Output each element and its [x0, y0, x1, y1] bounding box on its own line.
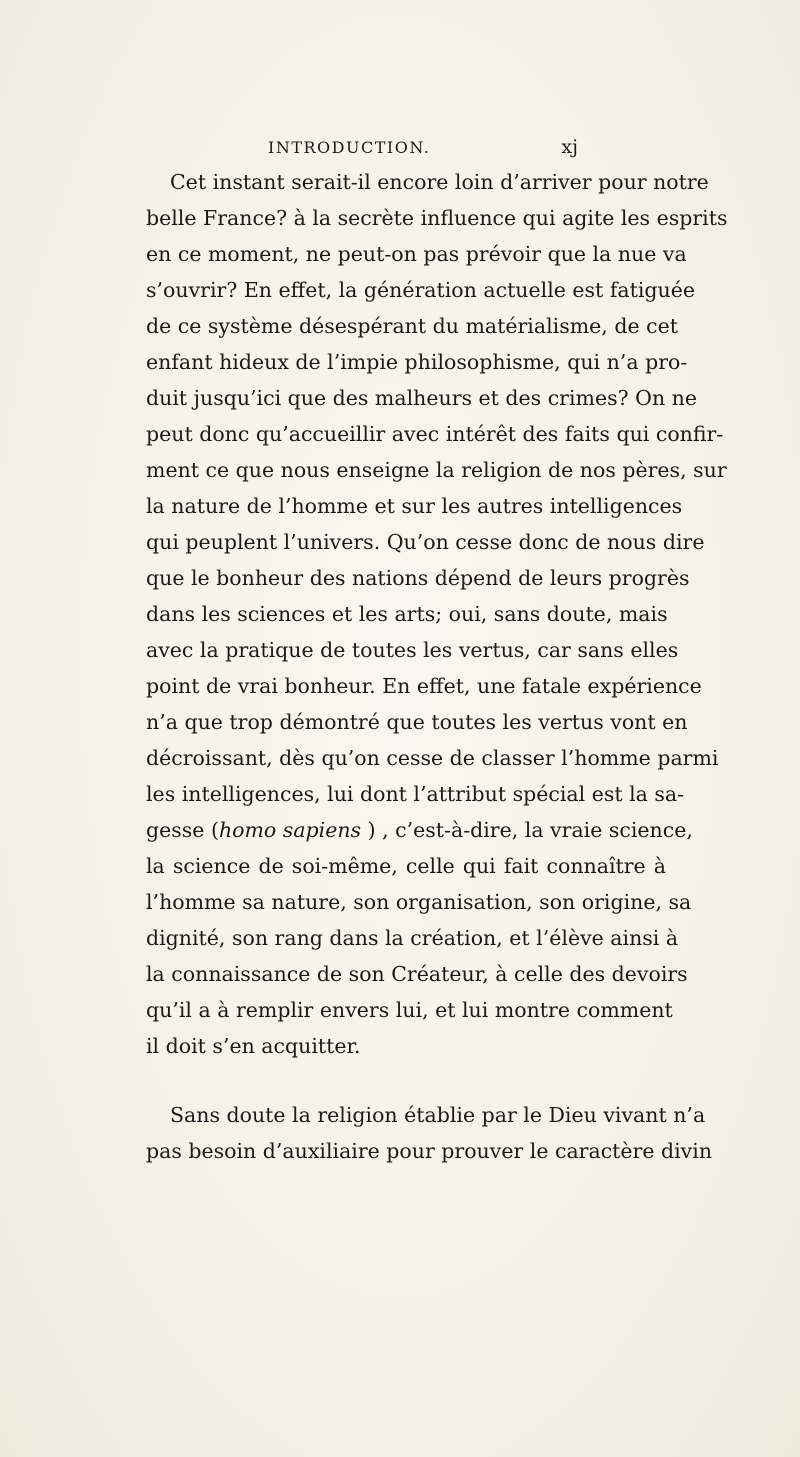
text-line: pas besoin d’auxiliaire pour prouver le caractère divin [146, 1139, 713, 1163]
text-line: qui peuplent l’univers. Qu’on cesse donc de nous dire [146, 530, 705, 554]
text-line: que le bonheur des nations dépend de leurs progrès [146, 566, 690, 590]
text-line: dans les sciences et les arts; oui, sans doute, mais [146, 602, 668, 626]
text-line: dignité, son rang dans la création, et l’élève ainsi à [146, 926, 679, 950]
text-line: décroissant, dès qu’on cesse de classer l’homme parmi [146, 746, 719, 770]
text-line-with-italic [146, 812, 693, 848]
text-line: la science de soi-même, celle qui fait connaître à [146, 854, 666, 878]
text-line: peut donc qu’accueillir avec intérêt des faits qui confir- [146, 422, 724, 446]
text-line: duit jusqu’ici que des malheurs et des crimes? On ne [146, 386, 697, 410]
text-line: l’homme sa nature, son organisation, son origine, sa [146, 890, 692, 914]
text-fragment: gesse ( [146, 818, 219, 842]
text-fragment: ) , c’est-à-dire, la vraie science, [367, 818, 693, 842]
body-text [146, 164, 728, 1169]
text-line: enfant hideux de l’impie philosophisme, qui n’a pro- [146, 350, 688, 374]
text-line: la nature de l’homme et sur les autres intelligences [146, 494, 683, 518]
running-head [268, 138, 578, 164]
text-line: point de vrai bonheur. En effet, une fatale expérience [146, 674, 702, 698]
italic-phrase: homo sapiens [218, 818, 362, 842]
text-line: avec la pratique de toutes les vertus, car sans elles [146, 638, 679, 662]
text-line: Sans doute la religion établie par le Dieu vivant n’a [170, 1103, 706, 1127]
text-line: ment ce que nous enseigne la religion de nos pères, sur [146, 458, 727, 482]
text-line: en ce moment, ne peut-on pas prévoir que la nue va [146, 242, 687, 266]
running-title: INTRODUCTION. [268, 138, 431, 157]
page-number: xj [561, 136, 578, 158]
paragraph-gap [146, 1064, 666, 1097]
text-line: les intelligences, lui dont l’attribut spécial est la sa- [146, 782, 685, 806]
text-line: s’ouvrir? En effet, la génération actuelle est fatiguée [146, 278, 696, 302]
text-line: la connaissance de son Créateur, à celle des devoirs [146, 962, 688, 986]
text-line: n’a que trop démontré que toutes les vertus vont en [146, 710, 688, 734]
text-line: de ce système désespérant du matérialisme, de cet [146, 314, 678, 338]
text-line: belle France? à la secrète influence qui agite les esprits [146, 206, 728, 230]
text-line: Cet instant serait-il encore loin d’arriver pour notre [170, 170, 709, 194]
text-line-last: il doit s’en acquitter. [146, 1034, 361, 1058]
text-line: qu’il a à remplir envers lui, et lui montre comment [146, 998, 673, 1022]
